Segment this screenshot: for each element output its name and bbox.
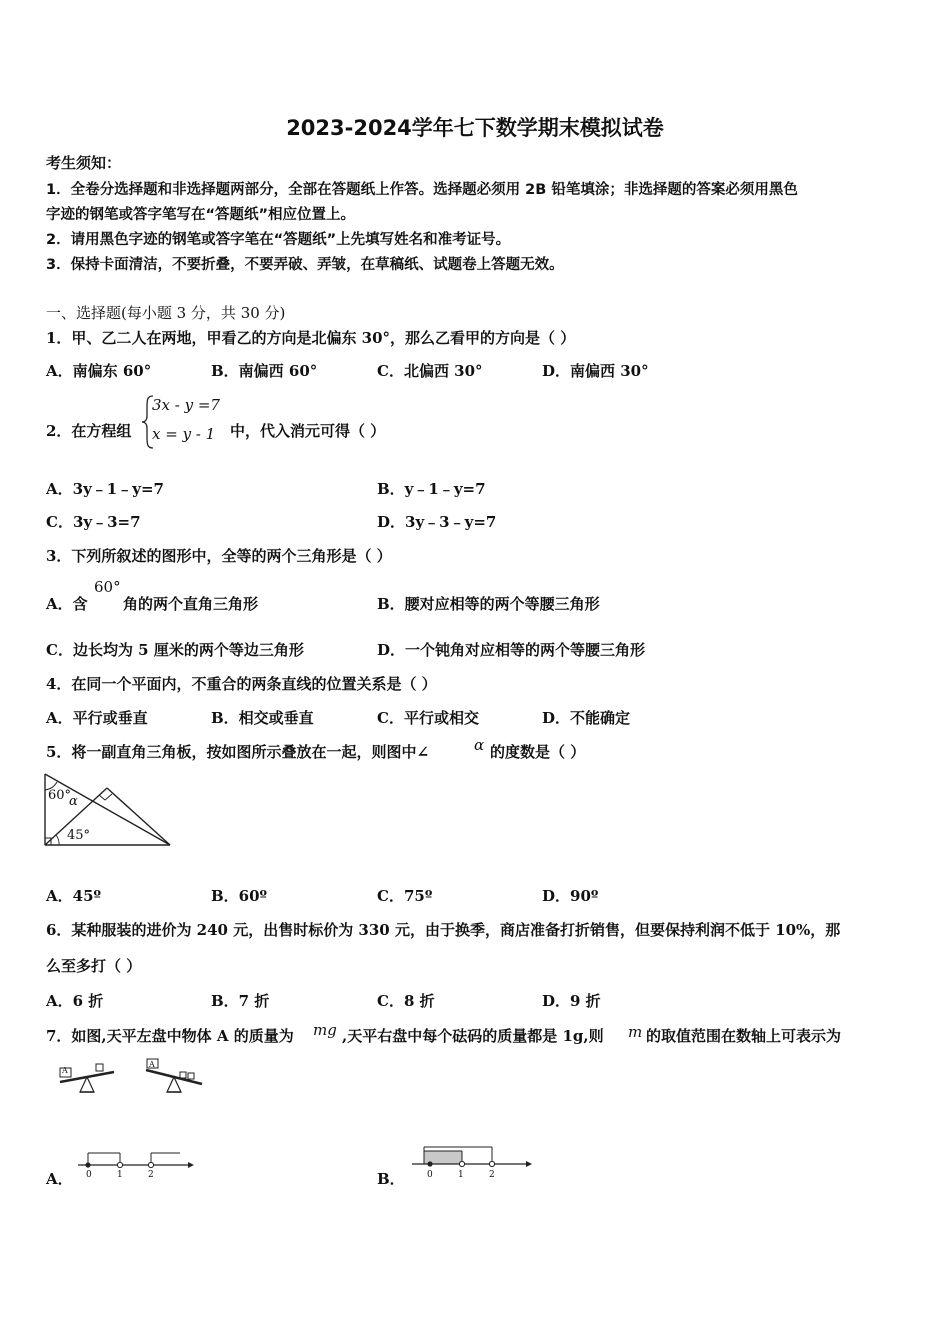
number-line-a	[74, 1150, 194, 1180]
notice-item-1a: 1．全卷分选择题和非选择题两部分，全部在答题纸上作答。选择题必须用 2B 铅笔填涂；非选择题的答案必须用黑色	[46, 182, 798, 198]
fig-label-alpha: α	[69, 794, 78, 809]
q4-stem: 4．在同一个平面内，不重合的两条直线的位置关系是（ ）	[46, 675, 437, 693]
q2-option-c[interactable]: C．3y﹣3=7	[46, 513, 141, 531]
q7-stem-mid: ,天平右盘中每个砝码的质量都是 1g,则	[342, 1027, 604, 1045]
q2-stem-post: 中，代入消元可得（ ）	[230, 422, 386, 440]
q6-option-b[interactable]: B．7 折	[211, 992, 270, 1010]
q4-option-a[interactable]: A．平行或垂直	[46, 709, 148, 727]
notice-item-2: 2．请用黑色字迹的钢笔或答字笔在“答题纸”上先填写姓名和准考证号。	[46, 232, 511, 248]
q3-option-a-post: 角的两个直角三角形	[123, 595, 259, 613]
q7-option-a[interactable]: A．	[46, 1170, 73, 1188]
q5-stem-pre: 5．将一副直角三角板，按如图所示叠放在一起，则图中∠	[46, 743, 430, 761]
q3-angle-60: 60°	[94, 578, 121, 596]
notice-item-3: 3．保持卡面清洁，不要折叠，不要弄破、弄皱，在草稿纸、试题卷上答题无效。	[46, 257, 564, 273]
q7-stem-pre: 7．如图,天平左盘中物体 A 的质量为	[46, 1027, 294, 1045]
q1-stem: 1．甲、乙二人在两地，甲看乙的方向是北偏东 30°，那么乙看甲的方向是（ ）	[46, 329, 576, 347]
q5-option-a[interactable]: A．45º	[46, 887, 102, 905]
balance-2-box-label: A	[149, 1060, 155, 1069]
q4-option-c[interactable]: C．平行或相交	[377, 709, 479, 727]
triangle-figure	[43, 770, 173, 850]
q2-equation-2: x = y - 1	[152, 425, 216, 443]
axis-b-label-2: 2	[489, 1170, 495, 1180]
q6-option-c[interactable]: C．8 折	[377, 992, 435, 1010]
balance-1-box-label: A	[62, 1066, 68, 1075]
q2-option-b[interactable]: B．y﹣1﹣y=7	[377, 480, 486, 498]
q6-stem-b: 么至多打（ ）	[46, 957, 142, 975]
q3-stem: 3．下列所叙述的图形中，全等的两个三角形是（ ）	[46, 547, 392, 565]
axis-a-label-2: 2	[148, 1170, 154, 1180]
q2-stem-pre: 2．在方程组	[46, 422, 132, 440]
q4-option-b[interactable]: B．相交或垂直	[211, 709, 314, 727]
q5-alpha: α	[474, 736, 485, 754]
q1-option-d[interactable]: D．南偏西 30°	[542, 362, 649, 380]
q2-equation-1: 3x - y =7	[152, 396, 220, 414]
q4-option-d[interactable]: D．不能确定	[542, 709, 631, 727]
page-title: 2023-2024学年七下数学期末模拟试卷	[286, 116, 664, 140]
q6-option-a[interactable]: A．6 折	[46, 992, 104, 1010]
axis-a-label-1: 1	[117, 1170, 123, 1180]
q5-option-c[interactable]: C．75º	[377, 887, 433, 905]
q2-option-a[interactable]: A．3y﹣1﹣y=7	[46, 480, 164, 498]
q7-option-b[interactable]: B．	[377, 1170, 405, 1188]
q6-option-d[interactable]: D．9 折	[542, 992, 601, 1010]
fig-label-45: 45°	[67, 828, 91, 843]
q1-option-a[interactable]: A．南偏东 60°	[46, 362, 152, 380]
q5-option-d[interactable]: D．90º	[542, 887, 599, 905]
q3-option-a[interactable]	[46, 593, 88, 614]
q7-m: m	[628, 1023, 643, 1041]
q6-stem-a: 6．某种服装的进价为 240 元，出售时标价为 330 元，由于换季，商店准备打折销售，但要保持利润不低于 10%，那	[46, 921, 841, 939]
q1-option-b[interactable]: B．南偏西 60°	[211, 362, 318, 380]
fig-label-60: 60°	[48, 788, 72, 803]
q1-option-c[interactable]: C．北偏西 30°	[377, 362, 483, 380]
q5-stem-post: 的度数是（ ）	[490, 743, 586, 761]
notice-header: 考生须知：	[46, 154, 122, 172]
q3-option-c[interactable]: C．边长均为 5 厘米的两个等边三角形	[46, 641, 304, 659]
axis-a-label-0: 0	[86, 1170, 92, 1180]
notice-item-1b: 字迹的钢笔或答字笔写在“答题纸”相应位置上。	[46, 207, 356, 223]
axis-b-label-0: 0	[427, 1170, 433, 1180]
axis-b-label-1: 1	[458, 1170, 464, 1180]
q5-option-b[interactable]: B．60º	[211, 887, 268, 905]
q2-option-d[interactable]: D．3y﹣3﹣y=7	[377, 513, 497, 531]
q3-option-d[interactable]: D．一个钝角对应相等的两个等腰三角形	[377, 641, 646, 659]
q7-mg: mg	[313, 1021, 337, 1039]
section-heading: 一、选择题(每小题 3 分，共 30 分)	[46, 304, 286, 322]
q3-option-a-pre: A．含	[46, 595, 88, 613]
q3-option-b[interactable]: B．腰对应相等的两个等腰三角形	[377, 595, 600, 613]
q7-stem-post: 的取值范围在数轴上可表示为	[646, 1027, 842, 1045]
